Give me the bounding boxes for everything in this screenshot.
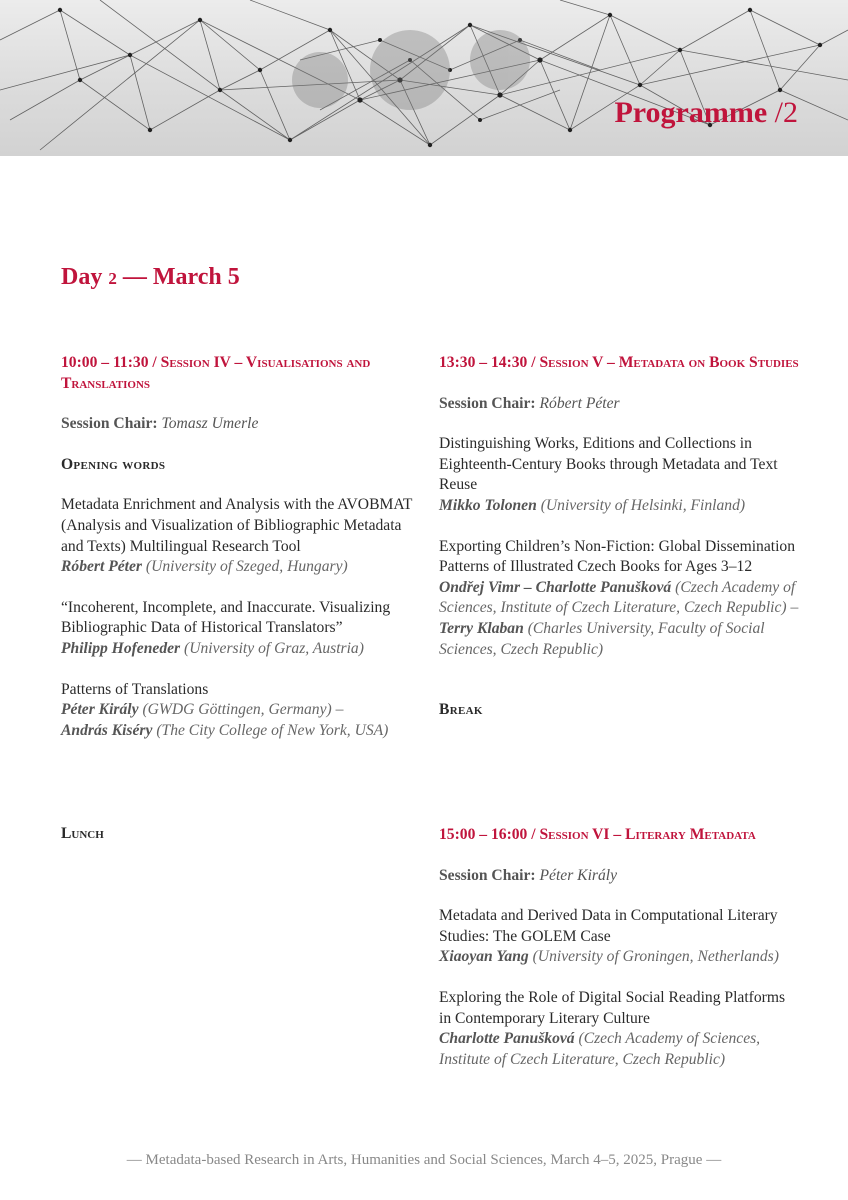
- break-label: Break: [439, 701, 483, 719]
- talk-item: [61, 598, 421, 660]
- session-chair: [61, 414, 421, 435]
- day-heading: [61, 264, 240, 291]
- chair-label: Session Chair:: [439, 394, 536, 412]
- session-time: 13:30 – 14:30 /: [439, 354, 536, 371]
- talk-title: Distinguishing Works, Editions and Collections in Eighteenth-Century Books through Metadata and Text Reuse: [439, 435, 778, 494]
- session-time: 10:00 – 11:30 /: [61, 354, 157, 371]
- opening-words: Opening words: [61, 455, 166, 473]
- talk-affiliation: (Czech Academy of Sciences, Institute of Czech Literature, Czech Republic) –: [439, 578, 799, 617]
- talk-title: Metadata Enrichment and Analysis with the AVOBMAT (Analysis and Visualization of Bibliographic Metadata and Texts) Multilingual Research Tool: [61, 496, 413, 555]
- talk-title: Metadata and Derived Data in Computational Literary Studies: The GOLEM Case: [439, 907, 778, 945]
- talk-affiliation: (Czech Academy of Sciences, Institute of Czech Literature, Czech Republic): [439, 1030, 761, 1068]
- talk-item: [439, 988, 799, 1070]
- talk-affiliation: (GWDG Göttingen, Germany) –: [142, 701, 344, 719]
- talk-item: [439, 537, 799, 661]
- talk-author: Ondřej Vimr – Charlotte Panušková: [439, 578, 672, 596]
- chair-label: Session Chair:: [439, 866, 536, 884]
- talk-author: Philipp Hofeneder: [61, 639, 181, 657]
- talk-affiliation: (University of Helsinki, Finland): [540, 496, 746, 514]
- talk-author-line: [61, 700, 421, 741]
- day-number: 2: [108, 269, 117, 288]
- day-label: Day: [61, 264, 103, 290]
- session-name: Session IV – Visualisations and Translations: [61, 354, 371, 392]
- session-chair: [439, 866, 799, 887]
- talk-author: Terry Klaban: [439, 619, 524, 637]
- title-text: Programme: [614, 96, 768, 129]
- talk-title: Patterns of Translations: [61, 680, 209, 698]
- talk-author: Róbert Péter: [61, 558, 142, 576]
- network-graphic: [0, 0, 848, 156]
- right-column: [439, 353, 799, 721]
- talk-affiliation: (Charles University, Faculty of Social Sciences, Czech Republic): [439, 619, 765, 658]
- day-date: — March 5: [122, 264, 240, 290]
- chair-name: Péter Király: [539, 866, 618, 884]
- page-number: /2: [774, 96, 798, 129]
- talk-title: Exporting Children’s Non-Fiction: Global Dissemination Patterns of Illustrated Czech Books for Ages 3–12: [439, 537, 796, 576]
- session-name: Session V – Metadata on Book Studies: [539, 354, 799, 371]
- session-name: Session VI – Literary Metadata: [539, 826, 756, 843]
- talk-affiliation: (The City College of New York, USA): [156, 721, 389, 739]
- session-vi-title: [439, 825, 799, 846]
- talk-author: András Kiséry: [61, 721, 153, 739]
- session-chair: [439, 394, 799, 415]
- talk-affiliation: (University of Graz, Austria): [184, 639, 364, 657]
- talk-author-line: [439, 1029, 799, 1070]
- right-column-session-vi: [439, 825, 799, 1070]
- talk-author: Mikko Tolonen: [439, 496, 537, 514]
- talk-affiliation: (University of Szeged, Hungary): [145, 558, 348, 576]
- talk-item: [61, 495, 421, 577]
- talk-author-line: [439, 496, 799, 517]
- session-v-title: [439, 353, 799, 374]
- session-time: 15:00 – 16:00 /: [439, 826, 536, 843]
- talk-item: [439, 434, 799, 516]
- talk-author: Charlotte Panušková: [439, 1030, 575, 1048]
- talk-title: “Incoherent, Incomplete, and Inaccurate. Visualizing Bibliographic Data of Historical Translators”: [61, 598, 391, 637]
- chair-label: Session Chair:: [61, 415, 158, 433]
- talk-author-line: [61, 557, 421, 578]
- talk-item: [439, 906, 799, 968]
- talk-affiliation: (University of Groningen, Netherlands): [532, 948, 779, 966]
- chair-name: Tomasz Umerle: [161, 415, 259, 433]
- page-title: [614, 96, 798, 130]
- left-column: [61, 353, 421, 741]
- talk-author: Péter Király: [61, 701, 139, 719]
- talk-title: Exploring the Role of Digital Social Reading Platforms in Contemporary Literary Culture: [439, 988, 786, 1027]
- header-banner: [0, 0, 848, 156]
- chair-name: Róbert Péter: [539, 394, 620, 412]
- talk-author: Xiaoyan Yang: [439, 948, 529, 966]
- talk-author-line: [61, 639, 421, 660]
- talk-author-line: [439, 578, 799, 660]
- lunch-label: Lunch: [61, 825, 104, 842]
- session-iv-title: [61, 353, 421, 394]
- footer-text: — Metadata-based Research in Arts, Humanities and Social Sciences, March 4–5, 2025, Prague —: [126, 1152, 722, 1168]
- talk-item: [61, 680, 421, 742]
- talk-author-line: [439, 947, 799, 968]
